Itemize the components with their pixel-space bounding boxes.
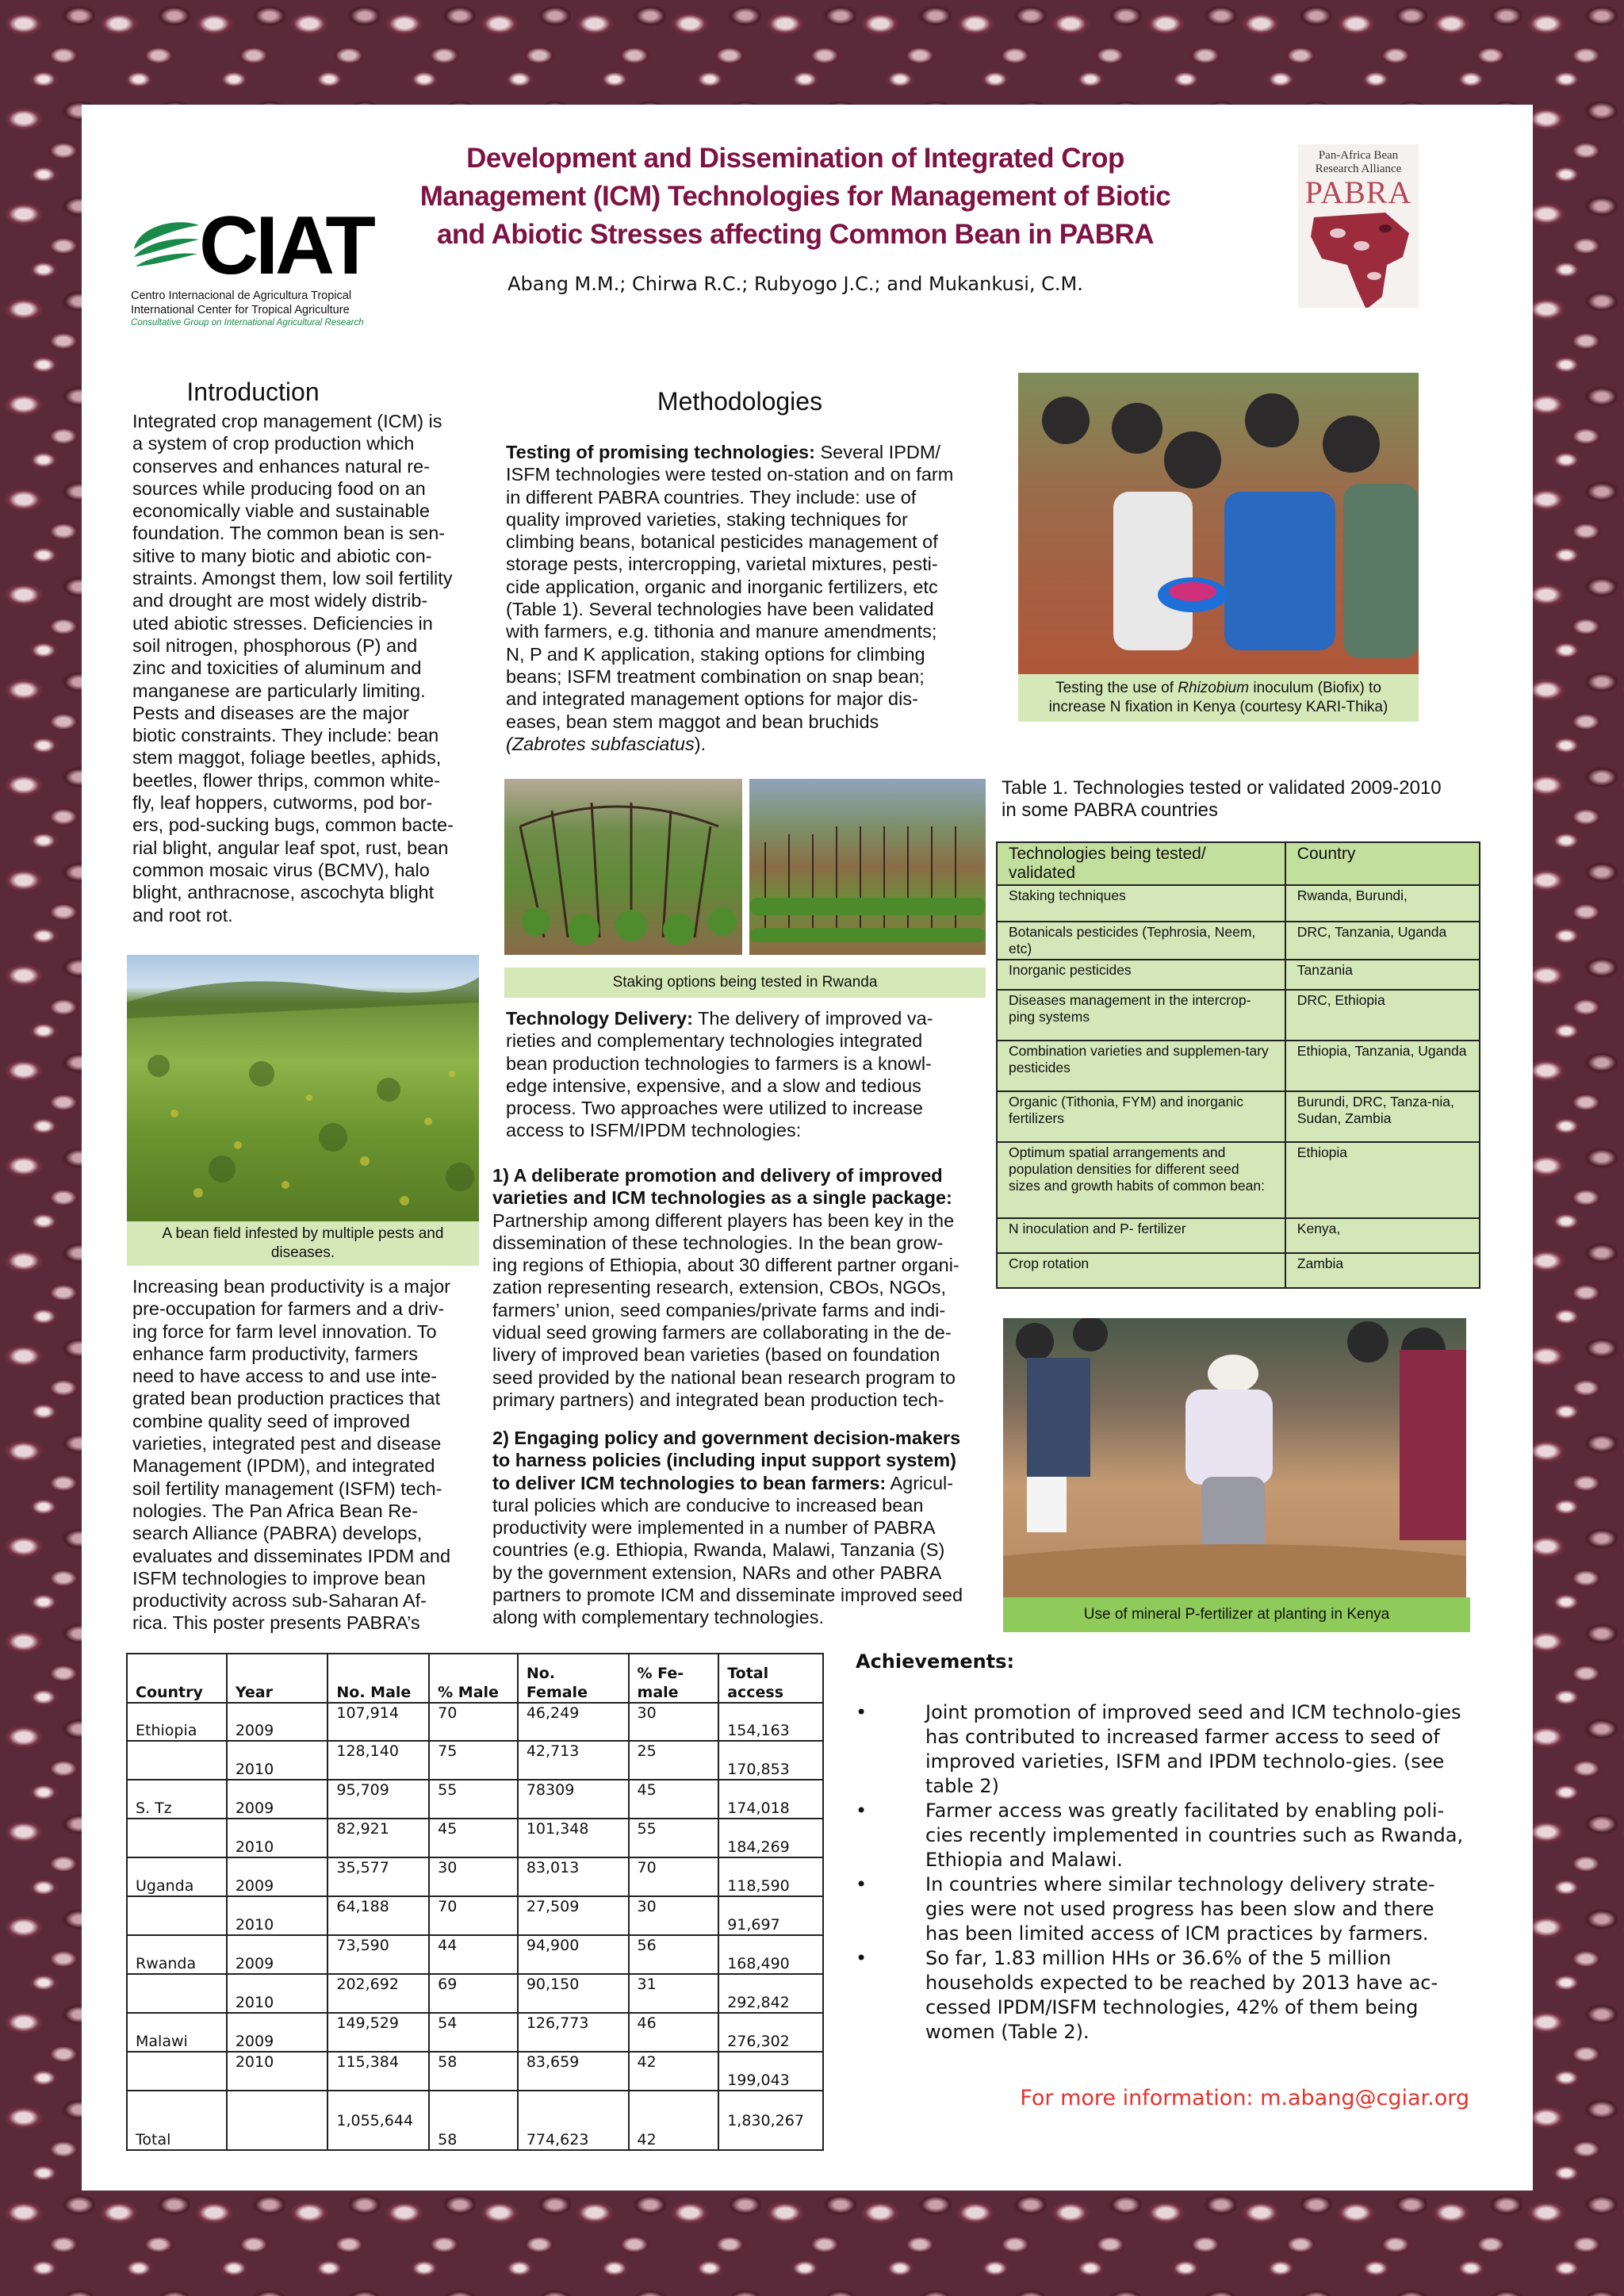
staking-caption: Staking options being tested in Rwanda xyxy=(504,968,986,998)
table1-title: Table 1. Technologies tested or validated 2009-2010 in some PABRA countries xyxy=(1002,777,1442,821)
table1-row: N inoculation and P- fertilizer Kenya, xyxy=(997,1218,1480,1253)
poster-panel xyxy=(82,105,1533,2191)
table1-row: Optimum spatial arrangements and population densities for different seed sizes and growth habits of common bean: Ethiopia xyxy=(997,1142,1480,1218)
table1-row: Staking techniques Rwanda, Burundi, xyxy=(997,885,1480,922)
table2-row: Rwanda 2009 73,590 44 94,900 56 168,490 xyxy=(127,1935,823,1974)
intro-paragraph-2: Increasing bean productivity is a major pre-occupation for farmers and a driv- ing force for farm level innovation. To enhance farm productivity, farmers need to have access to and use inte- grated bean production practices that combine quality seed of improved varieties, integrated pest and disease Management (IPDM), and integrated soil fertility management (ISFM) tech- nologies. The Pan Africa Bean Re- search Alliance (PABRA) develops, evaluates and disseminates IPDM and ISFM technologies to improve bean productivity across sub-Saharan Af- rica. This poster presents PABRA’s xyxy=(132,1276,451,1634)
ciat-name-en: International Center for Tropical Agriculture xyxy=(131,304,350,316)
table1-row: Combination varieties and supplemen-tary pesticides Ethiopia, Tanzania, Uganda xyxy=(997,1041,1480,1091)
table2-header-total: Total access xyxy=(718,1654,823,1703)
rhizobium-photo xyxy=(1018,373,1419,674)
table2-row: 2010 115,384 58 83,659 42 199,043 xyxy=(127,2052,823,2091)
ciat-wordmark: CIAT xyxy=(199,200,373,292)
achievement-item: • In countries where similar technology delivery strate-gies were not used progress has been slow and there has been limited access of ICM practices by farmers. xyxy=(856,1873,1435,1945)
table2-row: Ethiopia 2009 107,914 70 46,249 30 154,163 xyxy=(127,1703,823,1741)
table2-row: Malawi 2009 149,529 54 126,773 46 276,302 xyxy=(127,2013,823,2052)
achievements-list xyxy=(856,1700,1466,2045)
staking-photo-2 xyxy=(749,779,986,955)
table1-header-tech: Technologies being tested/ validated xyxy=(997,842,1285,885)
approach-2: 2) Engaging policy and government decision-makers to harness policies (including input support system) to deliver ICM technologies to bean farmers: Agricul- tural policies which are conducive to increased bean productivity were implemented in a number of PABRA countries (e.g. Ethiopia, Rwanda, Malawi, Tanzania (S) by the government extension, NARs and other PABRA partners to promote ICM and disseminate improved seed along with complementary technologies. xyxy=(492,1428,963,1628)
testing-paragraph: Testing of promising technologies: Several IPDM/ ISFM technologies were tested on-station and on farm in different PABRA countries. They include: use of quality improved varieties, staking techniques for climbing beans, botanical pesticides management of storage pests, intercropping, varietal mixtures, pesti- cide application, organic and inorganic fertilizers, etc (Table 1). Several technologies have been validated with farmers, e.g. tithonia and manure amendments; N, P and K application, staking options for climbing beans; ISFM treatment combination on snap bean; and integrated management options for major dis- eases, bean stem maggot and bean bruchids (Zabrotes subfasciatus). xyxy=(506,442,954,754)
intro-paragraph-1: Integrated crop management (ICM) is a system of crop production which conserves and enhances natural re- sources while producing food on an economically viable and sustainable foundation. The common bean is sen- sitive to many biotic and abiotic con- straints. Amongst them, low soil fertility and drought are most widely distrib- uted abiotic stresses. Deficiencies in soil nitrogen, phosphorous (P) and zinc and toxicities of aluminum and manganese are particularly limiting. Pests and diseases are the major biotic constraints. They include: bean stem maggot, foliage beetles, aphids, beetles, flower thrips, common white- fly, leaf hoppers, cutworms, pod bor- ers, pod-sucking bugs, common bacte- rial blight, angular leaf spot, rust, bean common mosaic virus (BCMV), halo blight, anthracnose, ascochyta blight and root rot. xyxy=(132,411,454,926)
table1-row: Diseases management in the intercrop-ping systems DRC, Ethiopia xyxy=(997,990,1480,1041)
intro-heading: Introduction xyxy=(186,378,320,406)
staking-photo-1-illustration xyxy=(504,779,742,955)
table2-row: S. Tz 2009 95,709 55 78309 45 174,018 xyxy=(127,1780,823,1819)
achievement-item: • Farmer access was greatly facilitated by enabling poli-cies recently implemented in countries such as Rwanda, Ethiopia and Malawi. xyxy=(856,1800,1464,1871)
ciat-name-es: Centro Internacional de Agricultura Tropical xyxy=(131,289,352,302)
table2-row: 2010 82,921 45 101,348 55 184,269 xyxy=(127,1819,823,1857)
table1-row: Botanicals pesticides (Tephrosia, Neem, etc) DRC, Tanzania, Uganda xyxy=(997,922,1480,960)
approach-1: 1) A deliberate promotion and delivery of improved varieties and ICM technologies as a single package: Partnership among different players has been key in the dissemination of these technologies. In the bean grow- ing regions of Ethiopia, about 30 different partner organi- zation representing research, extension, CBOs, NGOs, farmers’ union, seed companies/private farms and indi- vidual seed growing farmers are collaborating in the de- livery of improved bean varieties (based on foundation seed provided by the national bean research program to primary partners) and integrated bean production tech- xyxy=(492,1165,959,1410)
table2-header-year: Year xyxy=(227,1654,328,1703)
authors: Abang M.M.; Chirwa R.C.; Rubyogo J.C.; and Mukankusi, C.M. xyxy=(508,273,1083,295)
bean-field-caption: A bean field infested by multiple pests and diseases. xyxy=(127,1221,479,1266)
table2-header-no-male: No. Male xyxy=(327,1654,429,1703)
title-line-1: Development and Dissemination of Integrated Crop xyxy=(466,143,1124,174)
table1-row: Inorganic pesticides Tanzania xyxy=(997,960,1480,990)
achievement-item: • Joint promotion of improved seed and ICM technolo-gies has contributed to increased farmer access to seed of improved varieties, ISFM and IPDM technolo-gies. (see table 2) xyxy=(856,1701,1461,1797)
fertilizer-photo xyxy=(1003,1318,1466,1597)
contact-info: For more information: m.abang@cgiar.org xyxy=(1020,2086,1469,2110)
testing-label: Testing of promising technologies: xyxy=(506,442,815,462)
table2-row: 2010 64,188 70 27,509 30 91,697 xyxy=(127,1896,823,1935)
table2-row: Uganda 2009 35,577 30 83,013 70 118,590 xyxy=(127,1857,823,1896)
table1-row: Crop rotation Zambia xyxy=(997,1253,1480,1288)
table2-row: 2010 202,692 69 90,150 31 292,842 xyxy=(127,1974,823,2013)
fertilizer-photo-illustration xyxy=(1003,1318,1466,1597)
table2-header-pct-female: % Fe-male xyxy=(629,1654,719,1703)
table2-header-no-female: No. Female xyxy=(518,1654,629,1703)
delivery-paragraph: Technology Delivery: The delivery of improved va- rieties and complementary technologies integrated bean production technologies to farmers is a knowl- edge intensive, expensive, and a slow and tedious process. Two approaches were utilized to increase access to ISFM/IPDM technologies: xyxy=(506,1008,933,1141)
achievement-item: • So far, 1.83 million HHs or 36.6% of the 5 million households expected to be reached by 2013 have ac-cessed IPDM/ISFM technologies, 42% of them being women (Table 2). xyxy=(856,1947,1438,2043)
bean-field-photo xyxy=(127,955,479,1221)
rhizobium-caption: Testing the use of Rhizobium inoculum (Biofix) to increase N fixation in Kenya (courtesy KARI-Thika) xyxy=(1018,674,1419,722)
pabra-line-2: Research Alliance xyxy=(1315,163,1402,175)
title-line-3: and Abiotic Stresses affecting Common Bean in PABRA xyxy=(436,219,1155,250)
table2-row: 2010 128,140 75 42,713 25 170,853 xyxy=(127,1741,823,1780)
achievements-heading: Achievements: xyxy=(856,1650,1015,1673)
ciat-cgiar: Consultative Group on International Agricultural Research xyxy=(131,318,364,328)
africa-map-icon xyxy=(1298,209,1419,308)
methodologies-heading: Methodologies xyxy=(657,387,823,416)
bean-field-illustration xyxy=(127,955,479,1221)
pabra-logo xyxy=(1298,144,1419,308)
delivery-label: Technology Delivery: xyxy=(506,1008,693,1029)
ciat-logo xyxy=(129,198,383,328)
staking-photo-2-illustration xyxy=(749,779,986,955)
table2-total-row: Total 1,055,644 58 774,623 42 1,830,267 xyxy=(127,2091,823,2150)
access-table xyxy=(126,1653,824,2151)
rhizobium-photo-illustration xyxy=(1018,373,1419,674)
table2-header-country: Country xyxy=(127,1654,227,1703)
table1-header-country: Country xyxy=(1285,842,1480,885)
table1-row: Organic (Tithonia, FYM) and inorganic fertilizers Burundi, DRC, Tanza-nia, Sudan, Zambia xyxy=(997,1091,1480,1142)
pabra-wordmark: PABRA xyxy=(1304,174,1412,210)
pabra-line-1: Pan-Africa Bean xyxy=(1318,149,1399,162)
table2-header-pct-male: % Male xyxy=(429,1654,518,1703)
poster-title xyxy=(399,140,1192,254)
ciat-leaf-icon xyxy=(131,217,202,273)
staking-photo-1 xyxy=(504,779,742,955)
technologies-table xyxy=(996,841,1480,1289)
title-line-2: Management (ICM) Technologies for Management of Biotic xyxy=(419,181,1171,212)
fertilizer-caption: Use of mineral P-fertilizer at planting in Kenya xyxy=(1003,1597,1470,1632)
